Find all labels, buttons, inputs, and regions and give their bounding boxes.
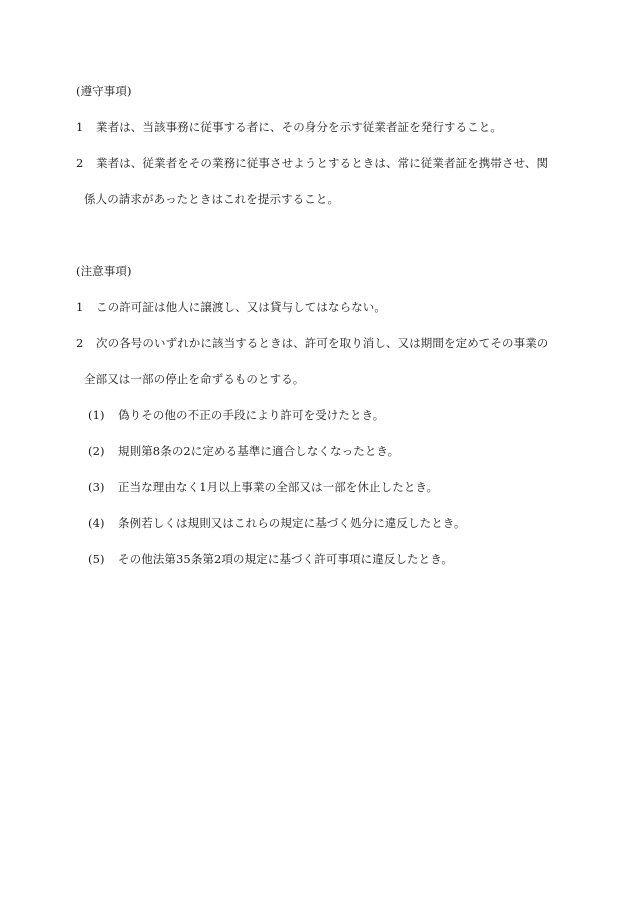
item-number: 2 [76,336,84,350]
notes-subitem-4 [88,516,466,530]
item-number: 1 [76,120,84,134]
item-number: 1 [76,300,84,314]
observance-heading: (遵守事項) [76,84,132,98]
subitem-number: (5) [88,552,105,566]
subitem-text: 偽りその他の不正の手段により許可を受けたとき。 [118,408,385,422]
subitem-number: (1) [88,408,105,422]
subitem-text: 規則第8条の2に定める基準に適合しなくなったとき。 [118,444,400,458]
notes-subitem-2 [88,444,399,458]
item-text: この許可証は他人に譲渡し、又は貸与してはならない。 [96,300,386,314]
subitem-number: (4) [88,516,105,530]
observance-item-1 [76,120,502,134]
notes-subitem-3 [88,480,438,494]
item-text: 次の各号のいずれかに該当するときは、許可を取り消し、又は期間を定めてその事業の [96,336,549,350]
item-text: 業者は、当該事務に従事する者に、その身分を示す従業者証を発行すること。 [96,120,502,134]
item-number: 2 [76,156,84,170]
subitem-number: (2) [88,444,105,458]
notes-subitem-1 [88,408,384,422]
notes-heading: (注意事項) [76,264,132,278]
notes-subitem-5 [88,552,453,566]
subitem-text: 正当な理由なく1月以上事業の全部又は一部を休止したとき。 [118,480,439,494]
subitem-text: その他法第35条第2項の規定に基づく許可事項に違反したとき。 [118,552,453,566]
observance-item-2 [76,156,548,170]
observance-item-2-continued: 係人の請求があったときはこれを提示すること。 [84,192,340,206]
notes-item-2-continued: 全部又は一部の停止を命ずるものとする。 [84,372,305,386]
subitem-number: (3) [88,480,105,494]
notes-item-2 [76,336,548,350]
item-text: 業者は、従業者をその業務に従事させようとするときは、常に従業者証を携帯させ、関 [96,156,549,170]
subitem-text: 条例若しくは規則又はこれらの規定に基づく処分に違反したとき。 [118,516,466,530]
notes-item-1 [76,300,386,314]
